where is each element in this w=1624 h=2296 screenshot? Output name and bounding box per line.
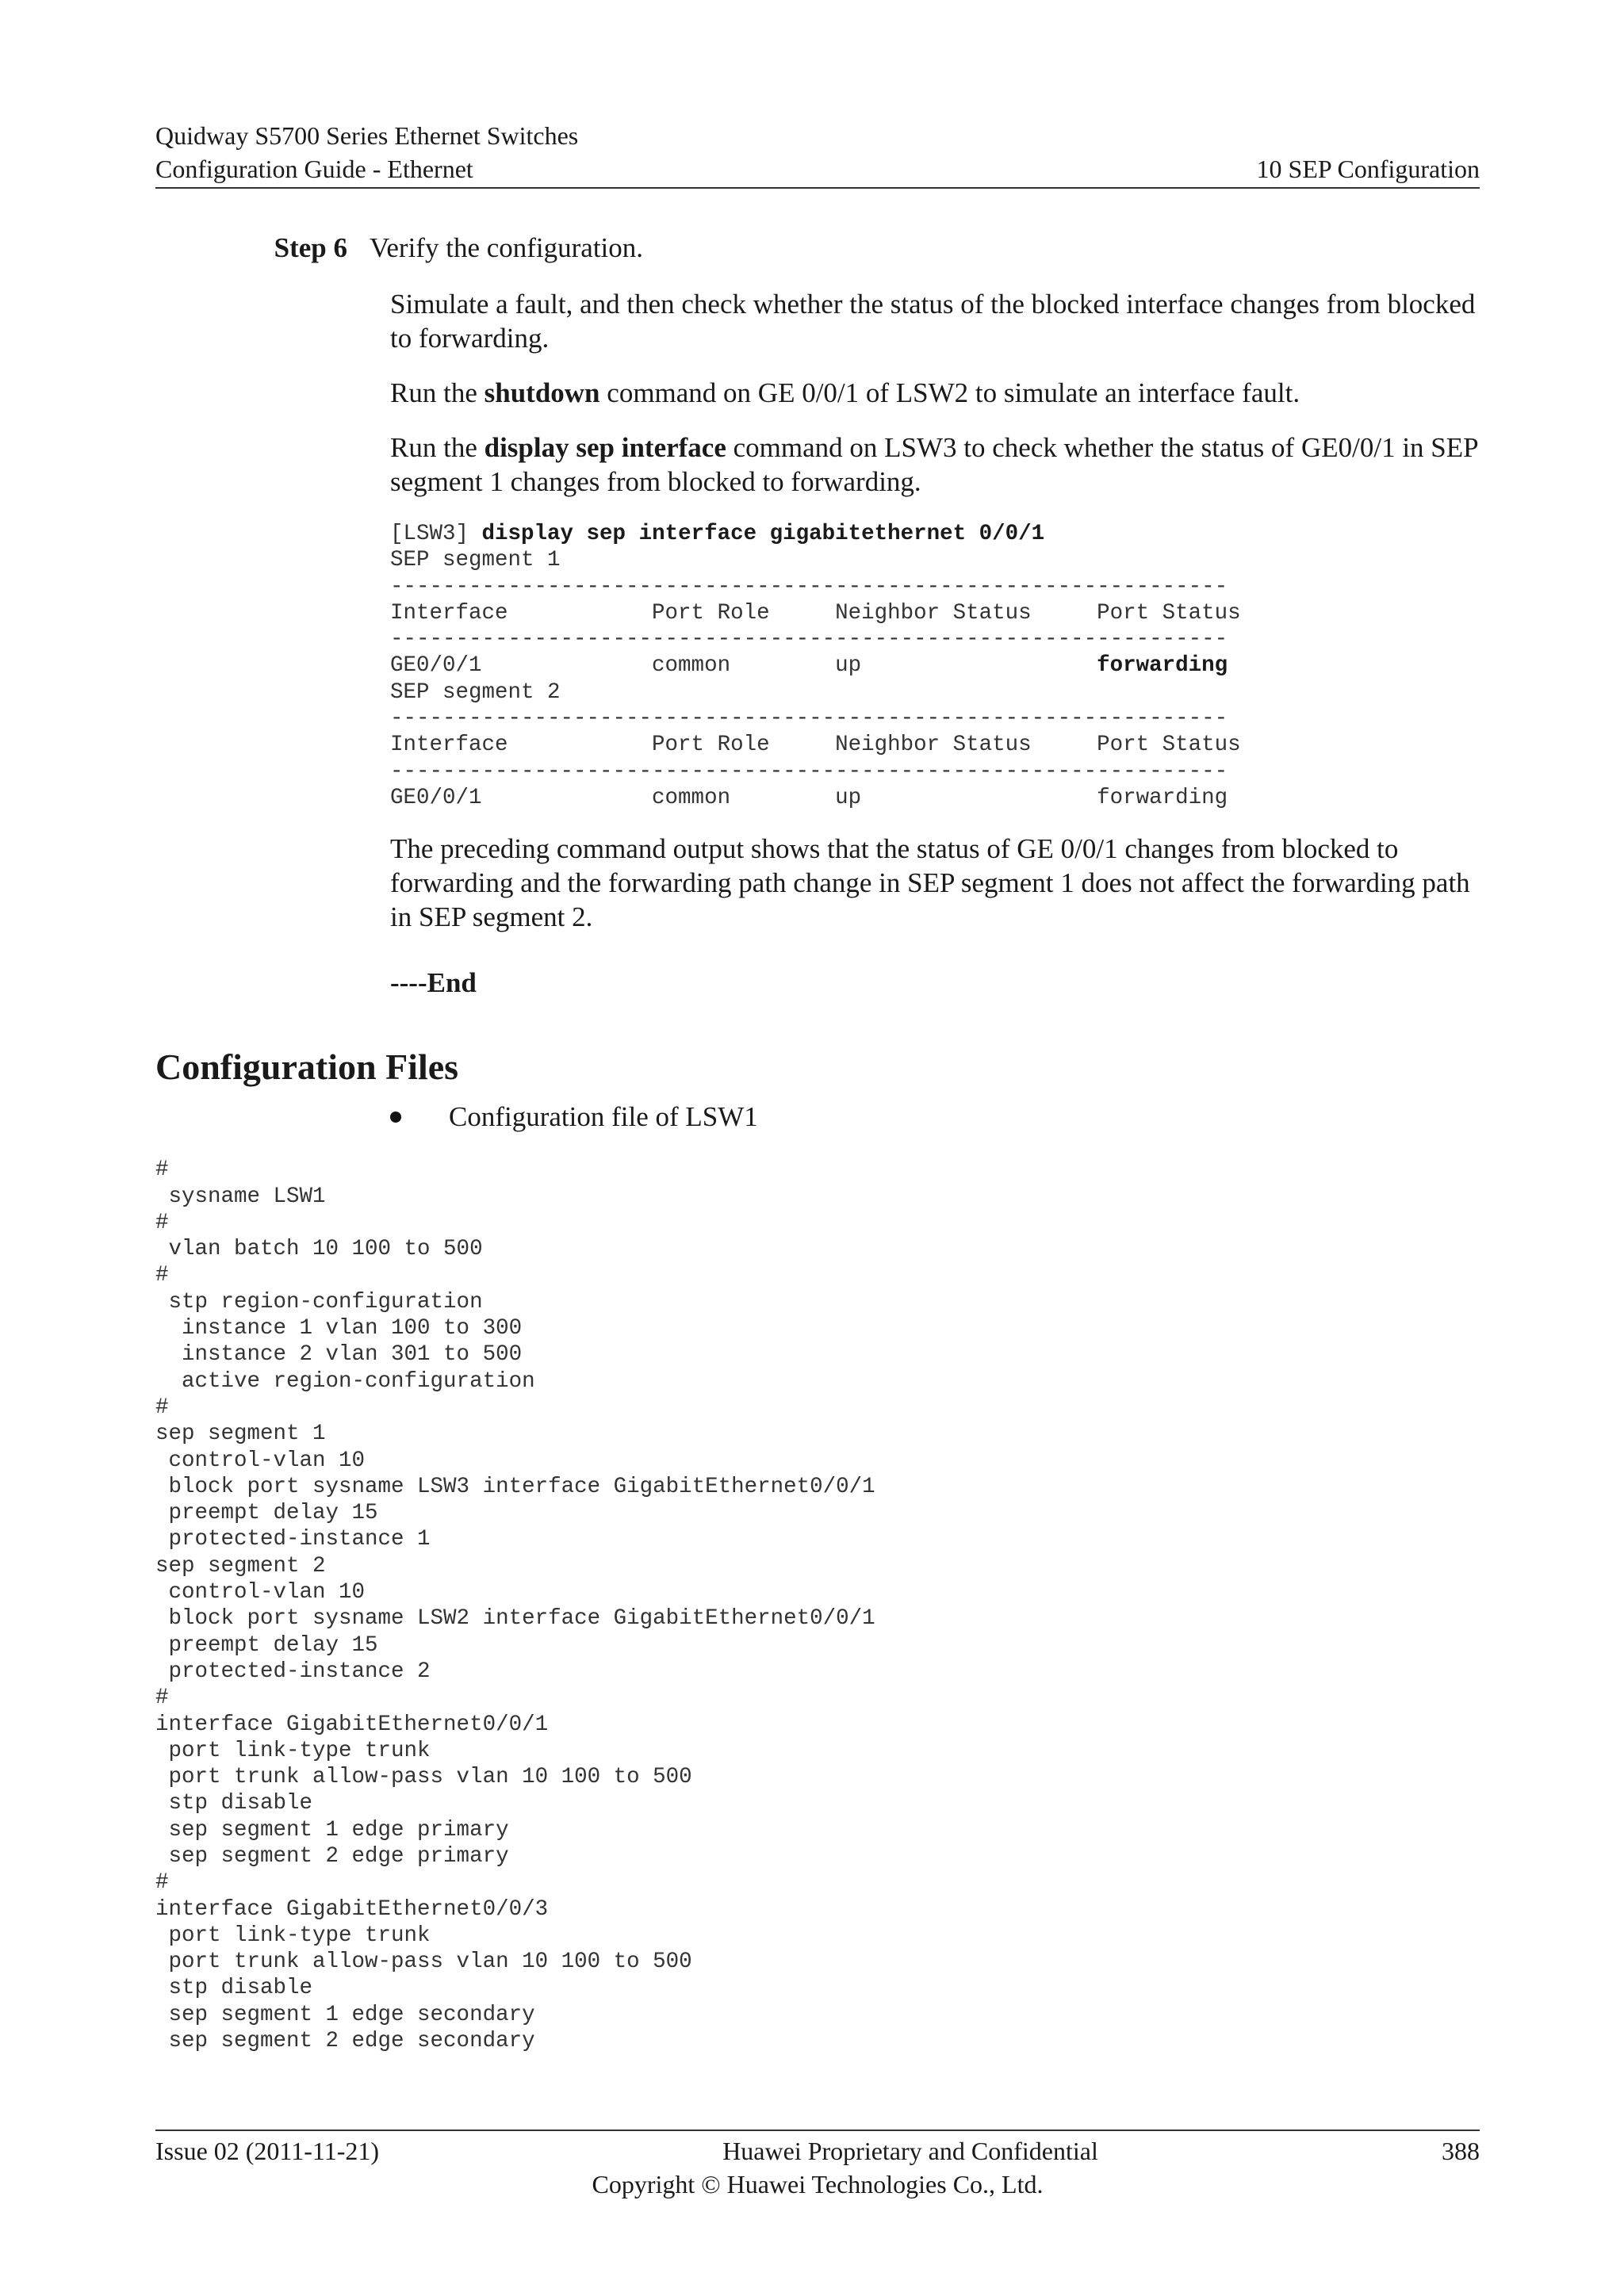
output-divider: ---------------------------------------------------------------- (390, 706, 1228, 732)
section-title: Configuration Files (155, 1047, 459, 1088)
bullet-icon (390, 1112, 401, 1123)
header-guide-name: Configuration Guide - Ethernet (155, 155, 473, 183)
step-heading (155, 230, 1480, 266)
output-divider: ---------------------------------------------------------------- (390, 759, 1228, 784)
cli-command: display sep interface gigabitethernet 0/0/1 (481, 522, 1045, 546)
cli-prompt: [LSW3] (390, 522, 482, 546)
header-row (155, 152, 1480, 186)
config-file-lsw1: # sysname LSW1 # vlan batch 10 100 to 500 # stp region-configuration instance 1 vlan 100 to 300 instance 2 vlan 301 to 500 active region-configuration # sep segment 1 control-vlan 10 block port sysname LSW3 interface GigabitEthernet0/0/1 preempt delay 15 protected-instance 1 sep segment 2 control-vlan 10 block port sysname LSW2 interface GigabitEthernet0/0/1 preempt delay 15 protected-instance 2 # interface GigabitEthernet0/0/1 port link-type trunk port trunk allow-pass vlan 10 100 to 500 stp disable sep segment 1 edge primary sep segment 2 edge primary # interface GigabitEthernet0/0/3 port link-type trunk port trunk allow-pass vlan 10 100 to 500 stp disable sep segment 1 edge secondary sep segment 2 edge secondary (155, 1158, 875, 2054)
paragraph-simulate-fault: Simulate a fault, and then check whether the status of the blocked interface changes from blocked to forwarding. (390, 289, 1476, 354)
footer-copyright: Copyright © Huawei Technologies Co., Ltd. (592, 2170, 1044, 2198)
bullet-text: Configuration file of LSW1 (449, 1101, 758, 1133)
output-row-segment-1: GE0/0/1 common up (390, 653, 1097, 679)
paragraph-shutdown (390, 376, 1480, 410)
list-item (390, 1100, 1480, 1135)
header-product-name: Quidway S5700 Series Ethernet Switches (155, 121, 579, 150)
output-divider: ---------------------------------------------------------------- (390, 627, 1228, 652)
command-output (390, 521, 1480, 811)
text-run: Run the (390, 432, 485, 463)
text-run: command on LSW3 to check whether the status of GE0/0/1 in SEP segment 1 changes from blocked to forwarding. (390, 432, 1478, 497)
text-run: command on GE 0/0/1 of LSW2 to simulate an interface fault. (599, 377, 1300, 408)
step-title: Verify the configuration. (370, 232, 644, 263)
text-run: Run the (390, 377, 485, 408)
output-row-segment-2: GE0/0/1 common up forwarding (390, 785, 1228, 810)
paragraph-display-sep (390, 430, 1480, 499)
output-table-header: Interface Port Role Neighbor Status Port Status (390, 733, 1241, 758)
page-number: 388 (1442, 2137, 1480, 2165)
end-mark: ----End (390, 967, 477, 999)
footer-confidential: Huawei Proprietary and Confidential (722, 2137, 1098, 2165)
output-status-forwarding: forwarding (1097, 653, 1228, 679)
header-chapter-name: 10 SEP Configuration (1256, 155, 1480, 183)
step-body (390, 287, 1480, 1000)
command-shutdown: shutdown (484, 377, 600, 408)
command-display-sep: display sep interface (484, 432, 726, 463)
output-segment-1-title: SEP segment 1 (390, 548, 561, 573)
output-divider: ---------------------------------------------------------------- (390, 574, 1228, 599)
page-content (155, 230, 1480, 2054)
paragraph-result: The preceding command output shows that the status of GE 0/0/1 changes from blocked to forwarding and the forwarding path change in SEP segment 1 does not affect the forwarding path in SEP segment 2. (390, 833, 1470, 933)
footer-issue: Issue 02 (2011-11-21) (155, 2137, 380, 2165)
footer-row (155, 2134, 1480, 2168)
page-footer (155, 2130, 1480, 2201)
output-table-header: Interface Port Role Neighbor Status Port Status (390, 600, 1241, 626)
step-label: Step 6 (274, 232, 347, 263)
page-header (155, 119, 1480, 189)
output-segment-2-title: SEP segment 2 (390, 679, 561, 705)
